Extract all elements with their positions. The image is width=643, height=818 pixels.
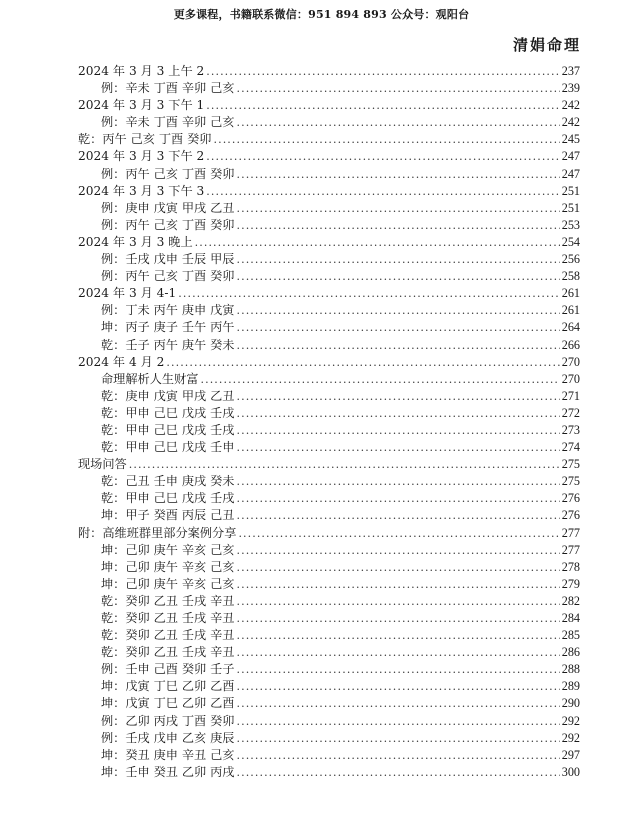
toc-entry-page: 292: [561, 713, 580, 728]
toc-leader-dots: [237, 644, 560, 661]
toc-entry[interactable]: [78, 302, 580, 319]
toc-entry-page: 275: [561, 457, 580, 472]
toc-entry-label: 乾：甲申 己巳 戊戌 壬戌: [101, 405, 235, 420]
toc-entry-label: 乾：甲申 己巳 戊戌 壬申: [101, 440, 235, 455]
toc-entry-label: 例：辛未 丁酉 辛卯 己亥: [101, 81, 235, 96]
toc-entry-label: 2024 年 3 月 3 下午 2: [78, 149, 205, 164]
toc-entry-page: 271: [561, 388, 580, 403]
toc-entry[interactable]: [78, 148, 580, 165]
toc-entry-label: 例：丙午 己亥 丁酉 癸卯: [101, 269, 235, 284]
toc-entry-label: 2024 年 3 月 4-1: [78, 286, 177, 301]
toc-leader-dots: [129, 456, 560, 473]
toc-entry[interactable]: [78, 200, 580, 217]
toc-leader-dots: [237, 388, 560, 405]
table-of-contents: [78, 63, 580, 781]
promo-header: 更多课程，书籍联系微信：951 894 893 公众号：观阳台: [173, 8, 470, 21]
toc-entry-page: 270: [561, 371, 580, 386]
toc-leader-dots: [237, 542, 560, 559]
toc-leader-dots: [237, 302, 560, 319]
toc-entry[interactable]: [78, 319, 580, 336]
toc-entry-label: 现场问答: [78, 457, 127, 472]
toc-entry[interactable]: [78, 439, 580, 456]
toc-entry-label: 2024 年 3 月 3 下午 3: [78, 183, 205, 198]
toc-entry-label: 乾：甲申 己巳 戊戌 壬戌: [101, 422, 235, 437]
toc-entry-label: 命理解析人生财富: [101, 371, 199, 386]
toc-leader-dots: [178, 285, 559, 302]
toc-leader-dots: [206, 183, 559, 200]
toc-leader-dots: [237, 217, 560, 234]
toc-entry[interactable]: [78, 285, 580, 302]
toc-entry-page: 253: [561, 217, 580, 232]
toc-entry-label: 坤：甲子 癸酉 丙辰 己丑: [101, 508, 235, 523]
toc-leader-dots: [237, 730, 560, 747]
toc-entry-page: 300: [561, 764, 580, 779]
toc-leader-dots: [206, 63, 559, 80]
toc-entry[interactable]: [78, 473, 580, 490]
toc-leader-dots: [237, 559, 560, 576]
toc-leader-dots: [237, 200, 560, 217]
toc-leader-dots: [201, 371, 560, 388]
toc-entry[interactable]: [78, 627, 580, 644]
toc-entry-label: 乾：癸卯 乙丑 壬戌 辛丑: [101, 628, 235, 643]
toc-entry-label: 乾：癸卯 乙丑 壬戌 辛丑: [101, 593, 235, 608]
toc-entry-label: 乾：庚申 戊寅 甲戌 乙丑: [101, 388, 235, 403]
toc-leader-dots: [237, 251, 560, 268]
toc-leader-dots: [237, 610, 560, 627]
toc-entry[interactable]: [78, 507, 580, 524]
toc-entry-label: 坤：壬申 癸丑 乙卯 丙戌: [101, 764, 235, 779]
toc-entry-page: 277: [561, 542, 580, 557]
toc-entry-page: 251: [561, 183, 580, 198]
toc-entry-label: 例：壬戌 戊申 乙亥 庚辰: [101, 730, 235, 745]
toc-leader-dots: [237, 507, 560, 524]
toc-entry-page: 272: [561, 405, 580, 420]
toc-entry-page: 278: [561, 559, 580, 574]
toc-entry-page: 290: [561, 696, 580, 711]
toc-entry-label: 乾：丙午 己亥 丁酉 癸卯: [78, 132, 212, 147]
toc-entry-label: 乾：己丑 壬申 庚戌 癸未: [101, 474, 235, 489]
toc-leader-dots: [237, 422, 560, 439]
toc-entry[interactable]: [78, 388, 580, 405]
toc-entry[interactable]: [78, 713, 580, 730]
toc-entry-label: 乾：癸卯 乙丑 壬戌 辛丑: [101, 645, 235, 660]
toc-entry-page: 273: [561, 422, 580, 437]
toc-entry-page: 254: [561, 234, 580, 249]
toc-entry[interactable]: [78, 251, 580, 268]
toc-entry[interactable]: [78, 764, 580, 781]
toc-entry-label: 乾：甲申 己巳 戊戌 壬戌: [101, 491, 235, 506]
toc-entry[interactable]: [78, 217, 580, 234]
toc-entry[interactable]: [78, 747, 580, 764]
toc-entry-page: 266: [561, 337, 580, 352]
toc-entry[interactable]: [78, 114, 580, 131]
toc-entry[interactable]: [78, 610, 580, 627]
toc-entry[interactable]: [78, 337, 580, 354]
toc-entry-page: 258: [561, 269, 580, 284]
toc-entry-page: 251: [561, 200, 580, 215]
toc-entry[interactable]: [78, 695, 580, 712]
toc-entry[interactable]: [78, 354, 580, 371]
toc-leader-dots: [237, 764, 560, 781]
toc-entry-label: 2024 年 3 月 3 上午 2: [78, 64, 205, 78]
toc-entry[interactable]: [78, 405, 580, 422]
toc-leader-dots: [214, 131, 560, 148]
toc-entry-page: 245: [561, 132, 580, 147]
toc-entry-page: 237: [561, 64, 580, 78]
toc-entry-label: 乾：癸卯 乙丑 壬戌 辛丑: [101, 611, 235, 625]
toc-leader-dots: [238, 525, 559, 542]
toc-entry-label: 例：庚申 戊寅 甲戌 乙丑: [101, 200, 235, 215]
toc-entry-label: 2024 年 3 月 3 下午 1: [78, 98, 205, 113]
toc-entry[interactable]: [78, 268, 580, 285]
toc-entry-label: 坤：己卯 庚午 辛亥 己亥: [101, 576, 235, 591]
toc-entry-page: 242: [561, 98, 580, 113]
toc-entry-page: 276: [561, 508, 580, 523]
toc-entry[interactable]: [78, 661, 580, 678]
toc-entry-label: 2024 年 3 月 3 晚上: [78, 234, 193, 249]
toc-entry[interactable]: [78, 456, 580, 473]
toc-entry-page: 286: [561, 645, 580, 660]
toc-leader-dots: [237, 661, 560, 678]
toc-entry-page: 270: [561, 354, 580, 369]
toc-entry-page: 279: [561, 576, 580, 591]
toc-entry-page: 285: [561, 628, 580, 643]
toc-leader-dots: [237, 337, 560, 354]
toc-leader-dots: [237, 713, 560, 730]
toc-entry-page: 247: [561, 149, 580, 164]
toc-leader-dots: [237, 268, 560, 285]
toc-entry-label: 乾：壬子 丙午 庚午 癸未: [101, 337, 235, 352]
toc-leader-dots: [237, 695, 560, 712]
toc-leader-dots: [237, 490, 560, 507]
toc-entry[interactable]: [78, 678, 580, 695]
toc-leader-dots: [237, 80, 560, 97]
toc-entry[interactable]: [78, 542, 580, 559]
toc-leader-dots: [237, 593, 560, 610]
toc-entry[interactable]: [78, 576, 580, 593]
toc-leader-dots: [237, 576, 560, 593]
toc-entry[interactable]: [78, 97, 580, 114]
toc-entry-page: 289: [561, 679, 580, 694]
toc-entry-page: 282: [561, 593, 580, 608]
toc-entry[interactable]: [78, 131, 580, 148]
toc-entry-label: 例：丁未 丙午 庚申 戊寅: [101, 303, 235, 318]
toc-entry[interactable]: [78, 234, 580, 251]
toc-entry-page: 256: [561, 252, 580, 267]
toc-entry[interactable]: [78, 80, 580, 97]
toc-entry-page: 292: [561, 730, 580, 745]
toc-entry-label: 例：丙午 己亥 丁酉 癸卯: [101, 166, 235, 181]
toc-leader-dots: [237, 439, 560, 456]
toc-entry[interactable]: [78, 490, 580, 507]
toc-entry[interactable]: [78, 422, 580, 439]
toc-entry[interactable]: [78, 166, 580, 183]
toc-entry[interactable]: [78, 183, 580, 200]
toc-leader-dots: [237, 473, 560, 490]
toc-entry[interactable]: [78, 63, 580, 80]
toc-leader-dots: [237, 114, 560, 131]
toc-entry-page: 274: [561, 440, 580, 455]
toc-entry-label: 附：高维班群里部分案例分享: [78, 525, 237, 540]
toc-entry-label: 例：壬戌 戊申 壬辰 甲辰: [101, 252, 235, 267]
toc-entry-label: 例：壬申 己酉 癸卯 壬子: [101, 662, 235, 677]
toc-entry-page: 264: [561, 320, 580, 335]
toc-entry[interactable]: [78, 559, 580, 576]
toc-entry-label: 坤：己卯 庚午 辛亥 己亥: [101, 542, 235, 557]
toc-entry[interactable]: [78, 525, 580, 542]
toc-entry[interactable]: [78, 593, 580, 610]
toc-entry[interactable]: [78, 730, 580, 747]
toc-entry-label: 坤：戊寅 丁巳 乙卯 乙酉: [101, 696, 235, 711]
toc-entry[interactable]: [78, 644, 580, 661]
toc-entry-page: 275: [561, 474, 580, 489]
toc-leader-dots: [237, 747, 560, 764]
toc-leader-dots: [237, 678, 560, 695]
toc-leader-dots: [166, 354, 559, 371]
toc-leader-dots: [237, 166, 560, 183]
toc-leader-dots: [195, 234, 560, 251]
toc-entry-page: 277: [561, 525, 580, 540]
toc-leader-dots: [237, 627, 560, 644]
toc-entry-page: 239: [561, 81, 580, 96]
toc-entry-page: 261: [561, 303, 580, 318]
toc-entry-label: 坤：丙子 庚子 壬午 丙午: [101, 320, 235, 335]
toc-leader-dots: [237, 319, 560, 336]
toc-entry-page: 242: [561, 115, 580, 130]
toc-entry-label: 例：辛未 丁酉 辛卯 己亥: [101, 115, 235, 130]
toc-entry-label: 2024 年 4 月 2: [78, 354, 165, 369]
toc-leader-dots: [206, 148, 559, 165]
toc-leader-dots: [206, 97, 559, 114]
toc-entry-label: 坤：己卯 庚午 辛亥 己亥: [101, 559, 235, 574]
book-title: 清娟命理: [512, 36, 581, 54]
toc-entry-page: 276: [561, 491, 580, 506]
toc-entry-page: 261: [561, 286, 580, 301]
toc-leader-dots: [237, 405, 560, 422]
toc-entry-label: 坤：戊寅 丁巳 乙卯 乙酉: [101, 679, 235, 694]
toc-entry-label: 例：乙卯 丙戌 丁酉 癸卯: [101, 713, 235, 728]
toc-entry-label: 坤：癸丑 庚申 辛丑 己亥: [101, 747, 235, 762]
toc-entry-page: 284: [561, 611, 580, 625]
toc-entry-page: 297: [561, 747, 580, 762]
toc-entry-label: 例：丙午 己亥 丁酉 癸卯: [101, 217, 235, 232]
toc-entry-page: 247: [561, 166, 580, 181]
toc-entry[interactable]: [78, 371, 580, 388]
toc-entry-page: 288: [561, 662, 580, 677]
